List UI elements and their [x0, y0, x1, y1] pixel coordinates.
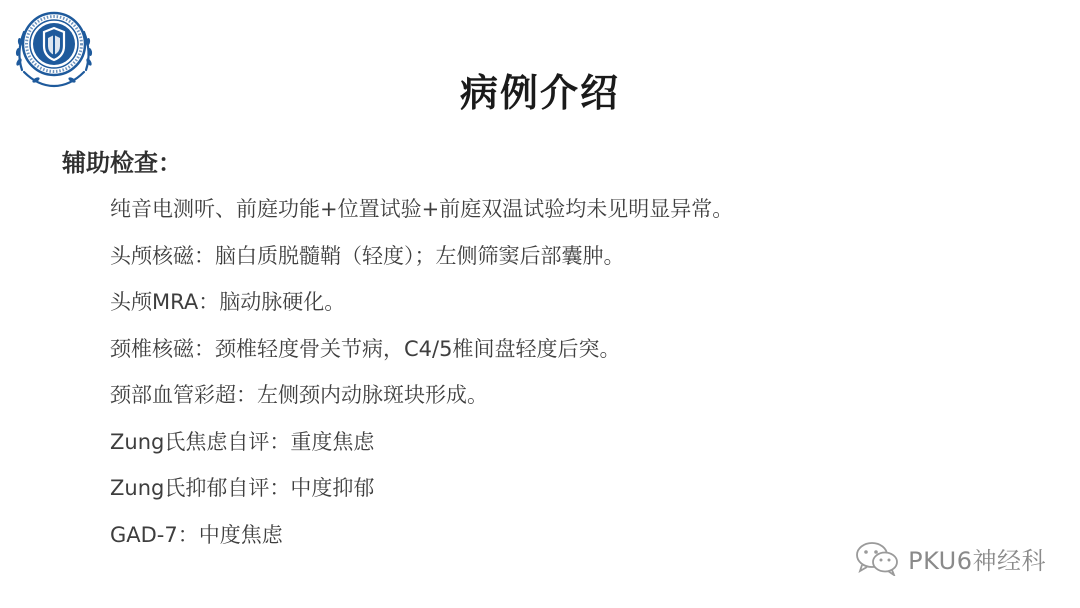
- finding-zung-anxiety: Zung氏焦虑自评：重度焦虑: [110, 429, 375, 454]
- finding-cervical-mri: 颈椎核磁：颈椎轻度骨关节病，C4/5椎间盘轻度后突。: [110, 336, 621, 361]
- finding-hearing-vestibular: 纯音电测听、前庭功能+位置试验+前庭双温试验均未见明显异常。: [110, 197, 734, 221]
- findings-list: [110, 190, 733, 562]
- section-heading: 辅助检查：: [62, 149, 182, 177]
- finding-neck-ultrasound: 颈部血管彩超：左侧颈内动脉斑块形成。: [110, 383, 488, 407]
- wechat-icon: [854, 540, 900, 576]
- finding-head-mra: 头颅MRA：脑动脉硬化。: [110, 290, 346, 314]
- slide-title: 病例介绍: [459, 71, 620, 115]
- finding-gad7: GAD-7：中度焦虑: [110, 522, 283, 547]
- watermark: [854, 540, 1046, 576]
- finding-head-mri: 头颅核磁：脑白质脱髓鞘（轻度）；左侧筛窦后部囊肿。: [110, 243, 625, 268]
- finding-zung-depression: Zung氏抑郁自评：中度抑郁: [110, 476, 375, 500]
- watermark-text: PKU6神经科: [908, 546, 1046, 575]
